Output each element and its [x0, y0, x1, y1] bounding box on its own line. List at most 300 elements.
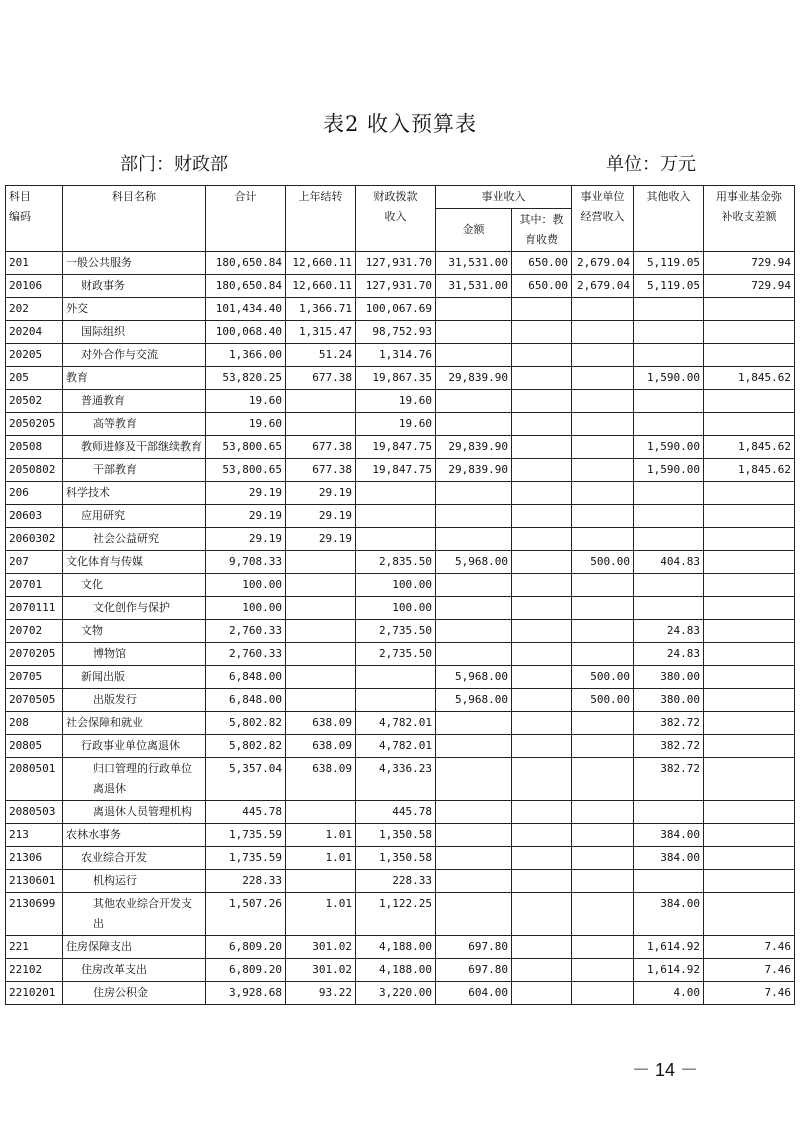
- row-code: 208: [6, 712, 63, 735]
- cell-career: [436, 482, 512, 505]
- cell-operating: [572, 870, 634, 893]
- cell-total: 6,848.00: [206, 689, 286, 712]
- cell-fund: [704, 574, 795, 597]
- cell-total: 180,650.84: [206, 275, 286, 298]
- cell-carryover: [286, 390, 356, 413]
- cell-fiscal: 98,752.93: [356, 321, 436, 344]
- row-code: 20205: [6, 344, 63, 367]
- row-name: 财政事务: [63, 275, 206, 298]
- cell-carryover: [286, 666, 356, 689]
- cell-edu: [512, 367, 572, 390]
- table-row: [6, 367, 795, 390]
- row-name: 住房改革支出: [63, 959, 206, 982]
- cell-total: 100.00: [206, 574, 286, 597]
- cell-total: 29.19: [206, 482, 286, 505]
- cell-operating: 500.00: [572, 689, 634, 712]
- table-row: [6, 666, 795, 689]
- cell-fund: [704, 505, 795, 528]
- cell-career: 31,531.00: [436, 275, 512, 298]
- row-code: 20603: [6, 505, 63, 528]
- row-name: 机构运行: [63, 870, 206, 893]
- cell-edu: [512, 959, 572, 982]
- cell-fund: [704, 528, 795, 551]
- cell-fiscal: 4,782.01: [356, 735, 436, 758]
- cell-edu: 650.00: [512, 252, 572, 275]
- cell-fund: [704, 712, 795, 735]
- cell-carryover: [286, 689, 356, 712]
- cell-edu: 650.00: [512, 275, 572, 298]
- cell-other: [634, 413, 704, 436]
- cell-career: [436, 390, 512, 413]
- row-name: 高等教育: [63, 413, 206, 436]
- table-row: [6, 390, 795, 413]
- row-name: 住房保障支出: [63, 936, 206, 959]
- cell-other: 5,119.05: [634, 275, 704, 298]
- cell-total: 19.60: [206, 413, 286, 436]
- table-row: [6, 597, 795, 620]
- cell-edu: [512, 390, 572, 413]
- cell-other: [634, 870, 704, 893]
- cell-carryover: 677.38: [286, 367, 356, 390]
- cell-edu: [512, 936, 572, 959]
- row-code: 20204: [6, 321, 63, 344]
- income-budget-table: [5, 185, 795, 1005]
- cell-other: 384.00: [634, 847, 704, 870]
- header-total: 合计: [206, 186, 286, 252]
- row-name: 社会保障和就业: [63, 712, 206, 735]
- cell-operating: [572, 893, 634, 936]
- row-name: 普通教育: [63, 390, 206, 413]
- row-code: 205: [6, 367, 63, 390]
- cell-edu: [512, 870, 572, 893]
- cell-fiscal: 445.78: [356, 801, 436, 824]
- cell-total: 2,760.33: [206, 643, 286, 666]
- cell-other: [634, 390, 704, 413]
- cell-fiscal: [356, 482, 436, 505]
- row-code: 2050205: [6, 413, 63, 436]
- cell-operating: [572, 936, 634, 959]
- cell-fund: [704, 870, 795, 893]
- cell-total: 53,820.25: [206, 367, 286, 390]
- cell-career: 31,531.00: [436, 252, 512, 275]
- cell-operating: [572, 574, 634, 597]
- cell-career: [436, 505, 512, 528]
- row-name: 文化: [63, 574, 206, 597]
- cell-operating: [572, 597, 634, 620]
- cell-fiscal: 100.00: [356, 597, 436, 620]
- cell-career: [436, 643, 512, 666]
- cell-other: [634, 344, 704, 367]
- cell-carryover: 29.19: [286, 482, 356, 505]
- cell-carryover: 301.02: [286, 959, 356, 982]
- cell-career: 29,839.90: [436, 459, 512, 482]
- cell-carryover: 1.01: [286, 847, 356, 870]
- header-other: 其他收入: [634, 186, 704, 252]
- cell-fiscal: 228.33: [356, 870, 436, 893]
- cell-edu: [512, 643, 572, 666]
- cell-fund: [704, 735, 795, 758]
- cell-total: 1,366.00: [206, 344, 286, 367]
- table-row: [6, 298, 795, 321]
- cell-fiscal: 2,735.50: [356, 643, 436, 666]
- cell-career: 29,839.90: [436, 367, 512, 390]
- cell-carryover: [286, 551, 356, 574]
- row-code: 21306: [6, 847, 63, 870]
- cell-fund: [704, 689, 795, 712]
- cell-fiscal: 3,220.00: [356, 982, 436, 1005]
- cell-fund: [704, 298, 795, 321]
- cell-carryover: [286, 413, 356, 436]
- cell-career: [436, 847, 512, 870]
- cell-career: [436, 824, 512, 847]
- row-code: 213: [6, 824, 63, 847]
- cell-total: 5,357.04: [206, 758, 286, 801]
- cell-edu: [512, 620, 572, 643]
- row-code: 221: [6, 936, 63, 959]
- cell-career: 29,839.90: [436, 436, 512, 459]
- table-row: [6, 413, 795, 436]
- header-row: [6, 186, 795, 209]
- table-row: [6, 936, 795, 959]
- row-code: 207: [6, 551, 63, 574]
- department-label: 部门：财政部: [120, 154, 228, 175]
- cell-career: 5,968.00: [436, 666, 512, 689]
- row-name: 文物: [63, 620, 206, 643]
- table-row: [6, 505, 795, 528]
- cell-fiscal: [356, 666, 436, 689]
- table-row: [6, 870, 795, 893]
- table-row: [6, 574, 795, 597]
- row-code: 201: [6, 252, 63, 275]
- cell-fund: [704, 643, 795, 666]
- cell-career: [436, 344, 512, 367]
- cell-total: 19.60: [206, 390, 286, 413]
- cell-fiscal: 19,847.75: [356, 459, 436, 482]
- cell-carryover: 1.01: [286, 893, 356, 936]
- cell-fiscal: 4,336.23: [356, 758, 436, 801]
- cell-other: 24.83: [634, 620, 704, 643]
- cell-other: [634, 321, 704, 344]
- table-row: [6, 321, 795, 344]
- table-row: [6, 689, 795, 712]
- cell-fund: 1,845.62: [704, 367, 795, 390]
- cell-career: 697.80: [436, 959, 512, 982]
- cell-total: 6,809.20: [206, 959, 286, 982]
- row-name: 出版发行: [63, 689, 206, 712]
- table-row: [6, 959, 795, 982]
- cell-fiscal: 127,931.70: [356, 275, 436, 298]
- cell-total: 5,802.82: [206, 712, 286, 735]
- row-name: 科学技术: [63, 482, 206, 505]
- cell-career: [436, 298, 512, 321]
- unit-label: 单位：万元: [606, 154, 696, 175]
- cell-operating: [572, 712, 634, 735]
- cell-other: [634, 574, 704, 597]
- cell-fiscal: 19,867.35: [356, 367, 436, 390]
- header-carryover: 上年结转: [286, 186, 356, 252]
- page-number: － 14 －: [632, 1060, 699, 1080]
- cell-operating: 500.00: [572, 551, 634, 574]
- cell-fiscal: 100,067.69: [356, 298, 436, 321]
- cell-operating: [572, 982, 634, 1005]
- cell-operating: [572, 436, 634, 459]
- cell-other: 1,590.00: [634, 459, 704, 482]
- cell-edu: [512, 298, 572, 321]
- cell-fund: [704, 321, 795, 344]
- cell-edu: [512, 824, 572, 847]
- cell-total: 180,650.84: [206, 252, 286, 275]
- header-career-edu: 其中：教 育收费: [512, 209, 572, 252]
- row-code: 2080501: [6, 758, 63, 801]
- cell-carryover: 638.09: [286, 712, 356, 735]
- cell-edu: [512, 712, 572, 735]
- table-row: [6, 344, 795, 367]
- row-code: 2070205: [6, 643, 63, 666]
- cell-operating: 2,679.04: [572, 275, 634, 298]
- cell-fund: 7.46: [704, 982, 795, 1005]
- row-name: 外交: [63, 298, 206, 321]
- cell-career: 5,968.00: [436, 551, 512, 574]
- cell-edu: [512, 459, 572, 482]
- cell-career: [436, 893, 512, 936]
- cell-career: [436, 620, 512, 643]
- cell-other: 5,119.05: [634, 252, 704, 275]
- row-name: 对外合作与交流: [63, 344, 206, 367]
- cell-operating: [572, 643, 634, 666]
- table-row: [6, 528, 795, 551]
- cell-edu: [512, 436, 572, 459]
- cell-carryover: [286, 643, 356, 666]
- row-name: 应用研究: [63, 505, 206, 528]
- cell-fiscal: [356, 689, 436, 712]
- cell-fund: 729.94: [704, 275, 795, 298]
- cell-operating: [572, 344, 634, 367]
- cell-operating: [572, 824, 634, 847]
- cell-career: 5,968.00: [436, 689, 512, 712]
- cell-other: 382.72: [634, 712, 704, 735]
- cell-edu: [512, 413, 572, 436]
- cell-edu: [512, 847, 572, 870]
- cell-total: 101,434.40: [206, 298, 286, 321]
- cell-career: [436, 574, 512, 597]
- cell-fiscal: 19.60: [356, 413, 436, 436]
- row-name: 住房公积金: [63, 982, 206, 1005]
- table-row: [6, 551, 795, 574]
- cell-other: 384.00: [634, 824, 704, 847]
- cell-total: 2,760.33: [206, 620, 286, 643]
- cell-fiscal: 1,350.58: [356, 824, 436, 847]
- row-name: 社会公益研究: [63, 528, 206, 551]
- table-row: [6, 643, 795, 666]
- cell-fiscal: 2,735.50: [356, 620, 436, 643]
- table-row: [6, 758, 795, 801]
- cell-other: 1,614.92: [634, 959, 704, 982]
- header-code: 科目 编码: [6, 186, 63, 252]
- cell-fiscal: 1,314.76: [356, 344, 436, 367]
- cell-fiscal: [356, 528, 436, 551]
- cell-fiscal: 1,122.25: [356, 893, 436, 936]
- cell-career: [436, 712, 512, 735]
- cell-carryover: 677.38: [286, 436, 356, 459]
- table-row: [6, 893, 795, 936]
- row-code: 2130699: [6, 893, 63, 936]
- cell-total: 3,928.68: [206, 982, 286, 1005]
- cell-career: [436, 801, 512, 824]
- cell-carryover: [286, 597, 356, 620]
- cell-fiscal: 4,188.00: [356, 936, 436, 959]
- cell-edu: [512, 528, 572, 551]
- cell-fund: 7.46: [704, 959, 795, 982]
- row-code: 2210201: [6, 982, 63, 1005]
- cell-total: 29.19: [206, 505, 286, 528]
- cell-carryover: 1,366.71: [286, 298, 356, 321]
- row-name: 文化创作与保护: [63, 597, 206, 620]
- cell-carryover: 301.02: [286, 936, 356, 959]
- cell-carryover: 1.01: [286, 824, 356, 847]
- cell-operating: [572, 758, 634, 801]
- row-name: 其他农业综合开发支出: [63, 893, 206, 936]
- cell-operating: [572, 298, 634, 321]
- cell-other: 380.00: [634, 689, 704, 712]
- cell-total: 5,802.82: [206, 735, 286, 758]
- cell-edu: [512, 482, 572, 505]
- table-row: [6, 459, 795, 482]
- row-name: 农业综合开发: [63, 847, 206, 870]
- cell-carryover: [286, 574, 356, 597]
- cell-edu: [512, 321, 572, 344]
- cell-fund: [704, 893, 795, 936]
- row-code: 20106: [6, 275, 63, 298]
- cell-total: 6,809.20: [206, 936, 286, 959]
- cell-carryover: 93.22: [286, 982, 356, 1005]
- cell-fund: 7.46: [704, 936, 795, 959]
- cell-career: [436, 870, 512, 893]
- row-code: 2080503: [6, 801, 63, 824]
- header-operating: 事业单位 经营收入: [572, 186, 634, 252]
- table-row: [6, 982, 795, 1005]
- cell-fund: [704, 390, 795, 413]
- cell-edu: [512, 505, 572, 528]
- table-row: [6, 275, 795, 298]
- table-row: [6, 801, 795, 824]
- cell-operating: [572, 801, 634, 824]
- cell-fiscal: 19.60: [356, 390, 436, 413]
- row-code: 20508: [6, 436, 63, 459]
- table-title: 表2 收入预算表: [322, 112, 478, 136]
- cell-other: 1,590.00: [634, 367, 704, 390]
- cell-career: [436, 597, 512, 620]
- cell-fund: 729.94: [704, 252, 795, 275]
- table-row: [6, 482, 795, 505]
- cell-total: 100.00: [206, 597, 286, 620]
- header-fiscal: 财政拨款 收入: [356, 186, 436, 252]
- cell-other: 382.72: [634, 735, 704, 758]
- cell-other: 24.83: [634, 643, 704, 666]
- row-code: 22102: [6, 959, 63, 982]
- cell-other: [634, 482, 704, 505]
- row-code: 2070111: [6, 597, 63, 620]
- header-fund: 用事业基金弥 补收支差额: [704, 186, 795, 252]
- cell-other: 1,614.92: [634, 936, 704, 959]
- cell-carryover: 1,315.47: [286, 321, 356, 344]
- cell-carryover: [286, 870, 356, 893]
- cell-fund: [704, 413, 795, 436]
- cell-other: 404.83: [634, 551, 704, 574]
- cell-carryover: [286, 801, 356, 824]
- row-name: 行政事业单位离退休: [63, 735, 206, 758]
- cell-total: 1,735.59: [206, 847, 286, 870]
- cell-fiscal: 19,847.75: [356, 436, 436, 459]
- cell-operating: [572, 459, 634, 482]
- cell-operating: 2,679.04: [572, 252, 634, 275]
- cell-edu: [512, 893, 572, 936]
- cell-total: 100,068.40: [206, 321, 286, 344]
- cell-fund: 1,845.62: [704, 459, 795, 482]
- cell-operating: [572, 413, 634, 436]
- cell-fiscal: 2,835.50: [356, 551, 436, 574]
- row-name: 教师进修及干部继续教育: [63, 436, 206, 459]
- cell-other: [634, 801, 704, 824]
- row-name: 文化体育与传媒: [63, 551, 206, 574]
- cell-operating: [572, 847, 634, 870]
- table-row: [6, 824, 795, 847]
- cell-total: 53,800.65: [206, 436, 286, 459]
- cell-operating: [572, 367, 634, 390]
- header-career-amount: 金额: [436, 209, 512, 252]
- row-code: 20502: [6, 390, 63, 413]
- row-name: 干部教育: [63, 459, 206, 482]
- cell-fiscal: 127,931.70: [356, 252, 436, 275]
- row-name: 归口管理的行政单位离退休: [63, 758, 206, 801]
- header-name: 科目名称: [63, 186, 206, 252]
- cell-carryover: 12,660.11: [286, 252, 356, 275]
- row-name: 新闻出版: [63, 666, 206, 689]
- cell-edu: [512, 574, 572, 597]
- cell-edu: [512, 689, 572, 712]
- cell-fund: [704, 551, 795, 574]
- table-row: [6, 735, 795, 758]
- cell-carryover: 29.19: [286, 505, 356, 528]
- table-row: [6, 847, 795, 870]
- cell-edu: [512, 597, 572, 620]
- cell-operating: 500.00: [572, 666, 634, 689]
- cell-other: [634, 505, 704, 528]
- row-code: 20805: [6, 735, 63, 758]
- header-career: 事业收入: [436, 186, 572, 209]
- cell-total: 6,848.00: [206, 666, 286, 689]
- cell-edu: [512, 801, 572, 824]
- cell-total: 29.19: [206, 528, 286, 551]
- cell-edu: [512, 551, 572, 574]
- cell-operating: [572, 735, 634, 758]
- cell-carryover: 29.19: [286, 528, 356, 551]
- cell-other: 380.00: [634, 666, 704, 689]
- cell-operating: [572, 505, 634, 528]
- table-row: [6, 252, 795, 275]
- cell-fund: [704, 824, 795, 847]
- cell-fund: [704, 344, 795, 367]
- cell-operating: [572, 959, 634, 982]
- cell-fund: [704, 482, 795, 505]
- row-name: 一般公共服务: [63, 252, 206, 275]
- cell-fund: [704, 847, 795, 870]
- cell-total: 1,735.59: [206, 824, 286, 847]
- cell-carryover: 51.24: [286, 344, 356, 367]
- cell-edu: [512, 735, 572, 758]
- cell-career: [436, 735, 512, 758]
- cell-fund: [704, 666, 795, 689]
- table-row: [6, 620, 795, 643]
